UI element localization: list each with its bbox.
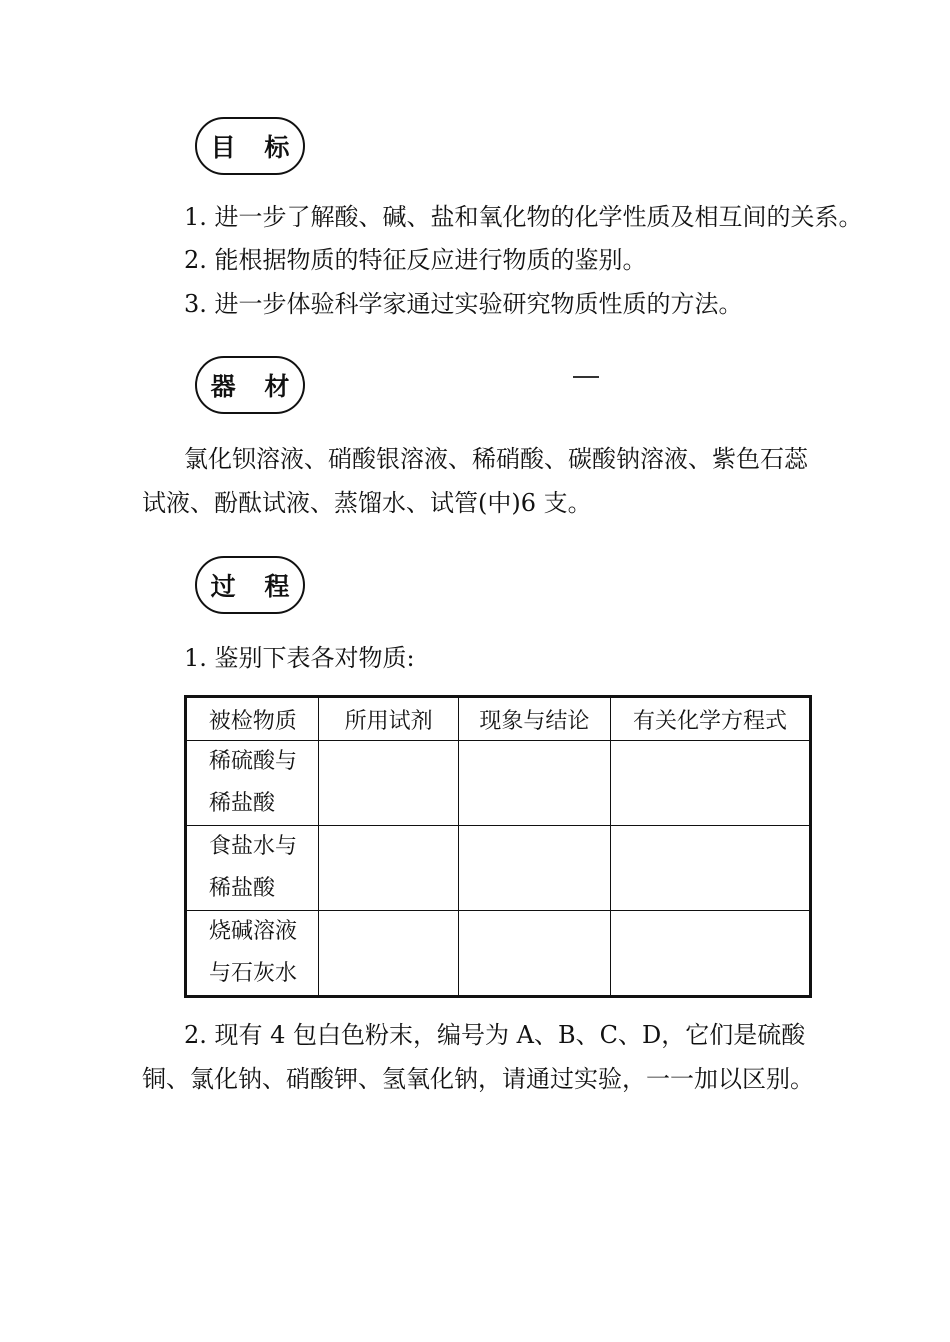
substance-cell — [186, 826, 319, 911]
substance-line: 稀盐酸 — [209, 876, 276, 901]
table-header-cell: 被检物质 — [186, 697, 319, 741]
process-step-1: 1. 鉴别下表各对物质: — [184, 644, 415, 672]
identification-table — [184, 695, 812, 998]
process-step-2: 2. 现有 4 包白色粉末，编号为 A、B、C、D，它们是硫酸铜、氯化钠、硝酸钾、氢氧化钠，请通过实验，一一加以区别。 — [142, 1021, 814, 1093]
process-section-badge — [195, 556, 305, 614]
phenomenon-cell[interactable] — [458, 826, 610, 911]
table-header-cell: 所用试剂 — [319, 697, 458, 741]
goal-section-badge — [195, 117, 305, 175]
phenomenon-cell[interactable] — [458, 911, 610, 997]
equation-cell[interactable] — [611, 741, 811, 826]
substance-line: 稀硫酸与 — [209, 749, 298, 774]
stray-dash-mark — [573, 376, 599, 378]
goal-item-3: 3. 进一步体验科学家通过实验研究物质性质的方法。 — [184, 290, 743, 318]
table-row — [186, 741, 811, 826]
equation-cell[interactable] — [611, 911, 811, 997]
table-header-row — [186, 697, 811, 741]
substance-line: 与石灰水 — [209, 961, 298, 986]
goal-section-title: 目 标 — [210, 133, 300, 162]
table-row — [186, 826, 811, 911]
substance-cell — [186, 741, 319, 826]
table-row — [186, 911, 811, 997]
table-header-cell: 现象与结论 — [458, 697, 610, 741]
process-section-title: 过 程 — [210, 572, 300, 601]
reagent-cell[interactable] — [319, 911, 458, 997]
substance-cell — [186, 911, 319, 997]
phenomenon-cell[interactable] — [458, 741, 610, 826]
materials-section-title: 器 材 — [210, 372, 300, 401]
reagent-cell[interactable] — [319, 826, 458, 911]
table-header-cell: 有关化学方程式 — [611, 697, 811, 741]
goal-item-2: 2. 能根据物质的特征反应进行物质的鉴别。 — [184, 246, 647, 274]
substance-line: 烧碱溶液 — [209, 919, 298, 944]
substance-line: 稀盐酸 — [209, 791, 276, 816]
materials-paragraph: 氯化钡溶液、硝酸银溶液、稀硝酸、碳酸钠溶液、紫色石蕊试液、酚酞试液、蒸馏水、试管(中)6 支。 — [142, 445, 808, 517]
materials-section-badge — [195, 356, 305, 414]
substance-line: 食盐水与 — [209, 834, 298, 859]
equation-cell[interactable] — [611, 826, 811, 911]
goal-item-1: 1. 进一步了解酸、碱、盐和氧化物的化学性质及相互间的关系。 — [184, 203, 863, 231]
reagent-cell[interactable] — [319, 741, 458, 826]
